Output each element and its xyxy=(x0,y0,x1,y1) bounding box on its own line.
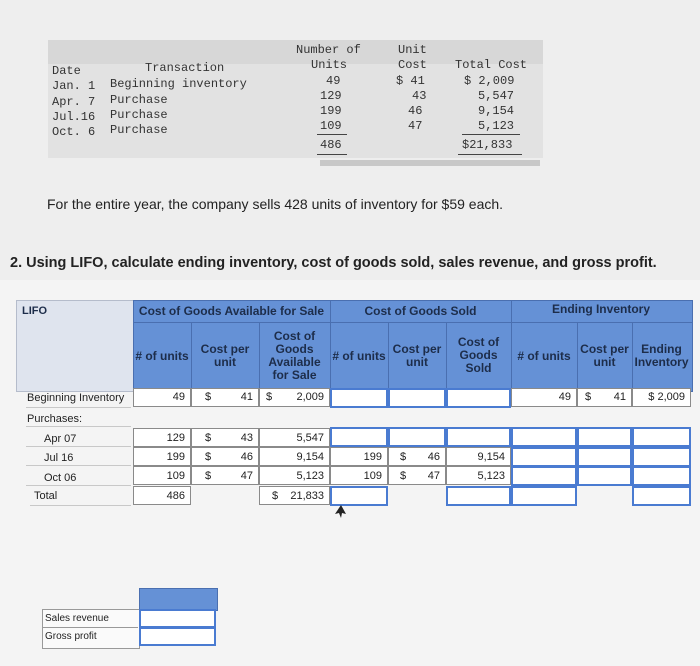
total-units: 486 xyxy=(320,138,342,152)
jul-end-units-input[interactable] xyxy=(511,447,577,467)
apr-end-inv-input[interactable] xyxy=(632,427,691,447)
sales-revenue-input[interactable] xyxy=(139,609,216,628)
row-divider xyxy=(26,426,131,427)
jul-units-value: 199 xyxy=(166,451,185,463)
col-end-inv-label: Ending Inventory xyxy=(634,342,689,369)
row-date: Jul.16 xyxy=(52,110,96,124)
row-cost: 47 xyxy=(408,119,423,133)
sales-revenue-label: Sales revenue xyxy=(45,613,109,624)
apr-end-units-input[interactable] xyxy=(511,427,577,447)
col-header-date: Date xyxy=(52,64,81,78)
col-end-cost-label: Cost per unit xyxy=(580,342,629,369)
col-end-units-label: # of units xyxy=(517,349,571,363)
total-end-units-input[interactable] xyxy=(511,486,577,506)
total-cogs-input[interactable] xyxy=(446,486,511,506)
col-header-units-1: Number of xyxy=(296,43,361,57)
row-date: Jan. 1 xyxy=(52,79,96,93)
total-underline xyxy=(462,134,520,135)
total-cogas-value: 21,833 xyxy=(290,490,324,502)
row-divider xyxy=(26,465,131,466)
oct-cogas-value: 5,123 xyxy=(296,470,324,482)
row-units: 199 xyxy=(320,104,342,118)
row-total: 5,123 xyxy=(478,119,515,133)
total-sold-units-input[interactable] xyxy=(330,486,388,506)
dollar-sign: $ xyxy=(205,391,212,403)
row-units: 109 xyxy=(320,119,342,133)
apr-sold-cost-input[interactable] xyxy=(388,427,446,447)
row-divider xyxy=(26,407,131,408)
row-total: 5,547 xyxy=(478,89,515,103)
apr-cost-value: 43 xyxy=(240,432,253,444)
col-header-transaction: Transaction xyxy=(145,61,225,75)
jul-end-inv-input[interactable] xyxy=(632,447,691,467)
row-total: $ 2,009 xyxy=(464,74,515,88)
apr-cogas-value: 5,547 xyxy=(296,432,324,444)
begin-sold-cost-input[interactable] xyxy=(388,388,446,408)
row-units: 129 xyxy=(320,89,342,103)
row-date: Apr. 7 xyxy=(52,95,96,109)
row-divider xyxy=(26,446,131,447)
total-units-value: 486 xyxy=(166,490,185,502)
jul-cogas-value: 9,154 xyxy=(296,451,324,463)
col-sold-units-label: # of units xyxy=(332,349,386,363)
row-label-jul: Jul 16 xyxy=(44,452,74,464)
end-inv-value: $ 2,009 xyxy=(648,391,685,403)
group-header-available-text: Cost of Goods Available for Sale xyxy=(138,304,325,318)
row-cost: 46 xyxy=(408,104,423,118)
sales-sentence: For the entire year, the company sells 428 units of inventory for $59 each. xyxy=(47,196,504,212)
begin-units-value: 49 xyxy=(172,391,185,403)
lifo-label: LIFO xyxy=(22,305,48,317)
row-date: Oct. 6 xyxy=(52,125,96,139)
dollar-sign: $ xyxy=(272,490,279,502)
units-double-underline xyxy=(317,154,347,155)
row-cost: $ 41 xyxy=(396,74,425,88)
apr-units-value: 129 xyxy=(166,432,185,444)
col-cogs-label: Cost of Goods Sold xyxy=(457,335,500,375)
begin-cogs-input[interactable] xyxy=(446,388,511,408)
col-header-cost-1: Unit xyxy=(398,43,427,57)
end-cost-value: 41 xyxy=(613,391,626,403)
col-cogas-label: Cost of Goods Available for Sale xyxy=(268,329,321,382)
oct-cogs-value: 5,123 xyxy=(477,470,505,482)
row-label-oct: Oct 06 xyxy=(44,472,77,484)
oct-units-value: 109 xyxy=(166,470,185,482)
summary-header xyxy=(139,588,218,611)
total-double-underline xyxy=(458,154,522,155)
col-sold-cost-label: Cost per unit xyxy=(392,342,442,369)
dollar-sign: $ xyxy=(205,470,212,482)
dollar-sign: $ xyxy=(400,470,407,482)
col-header-units-2: Units xyxy=(311,58,348,72)
apr-cogs-input[interactable] xyxy=(446,427,511,447)
group-header-ending-text: Ending Inventory xyxy=(551,302,650,316)
row-cost: 43 xyxy=(412,89,427,103)
total-end-inv-input[interactable] xyxy=(632,486,691,506)
col-header-cost-2: Cost xyxy=(398,58,427,72)
oct-cost-value: 47 xyxy=(240,470,253,482)
oct-sold-units-value: 109 xyxy=(363,470,382,482)
row-transaction: Beginning inventory xyxy=(110,77,247,91)
row-transaction: Purchase xyxy=(110,123,168,137)
oct-end-inv-input[interactable] xyxy=(632,466,691,486)
jul-end-cost-input[interactable] xyxy=(577,447,632,467)
col-units-label: # of units xyxy=(135,349,189,363)
dollar-sign: $ xyxy=(400,451,407,463)
apr-sold-units-input[interactable] xyxy=(330,427,388,447)
summary-divider xyxy=(42,627,138,628)
apr-end-cost-input[interactable] xyxy=(577,427,632,447)
total-cost: $21,833 xyxy=(462,138,513,152)
col-header-total: Total Cost xyxy=(455,58,528,72)
jul-cost-value: 46 xyxy=(240,451,253,463)
jul-sold-cost-value: 46 xyxy=(427,451,440,463)
begin-sold-units-input[interactable] xyxy=(330,388,388,408)
row-label-apr: Apr 07 xyxy=(44,433,77,445)
begin-cost-value: 41 xyxy=(240,391,253,403)
row-label-beginning: Beginning Inventory xyxy=(27,392,125,404)
row-units: 49 xyxy=(326,74,341,88)
col-cost-label: Cost per unit xyxy=(200,342,250,369)
table-shadow xyxy=(320,160,540,166)
row-divider xyxy=(26,485,131,486)
row-label-total: Total xyxy=(34,490,58,502)
dollar-sign: $ xyxy=(585,391,592,403)
row-transaction: Purchase xyxy=(110,108,168,122)
jul-cogs-value: 9,154 xyxy=(477,451,505,463)
row-label-purchases: Purchases: xyxy=(27,413,83,425)
oct-end-units-input[interactable] xyxy=(511,466,577,486)
row-total: 9,154 xyxy=(478,104,515,118)
row-transaction: Purchase xyxy=(110,93,168,107)
gross-profit-input[interactable] xyxy=(139,627,216,646)
group-header-sold-text: Cost of Goods Sold xyxy=(364,304,477,318)
units-underline xyxy=(317,134,347,135)
oct-end-cost-input[interactable] xyxy=(577,466,632,486)
dollar-sign: $ xyxy=(205,432,212,444)
oct-sold-cost-value: 47 xyxy=(427,470,440,482)
jul-sold-units-value: 199 xyxy=(363,451,382,463)
mouse-cursor-icon xyxy=(335,505,347,519)
begin-cogas-value: 2,009 xyxy=(296,391,324,403)
question-text: 2. Using LIFO, calculate ending inventory, cost of goods sold, sales revenue, and gross profit. xyxy=(10,255,657,271)
dollar-sign: $ xyxy=(205,451,212,463)
end-units-value: 49 xyxy=(558,391,571,403)
gross-profit-label: Gross profit xyxy=(45,631,97,642)
row-divider xyxy=(30,505,131,506)
dollar-sign: $ xyxy=(266,391,273,403)
